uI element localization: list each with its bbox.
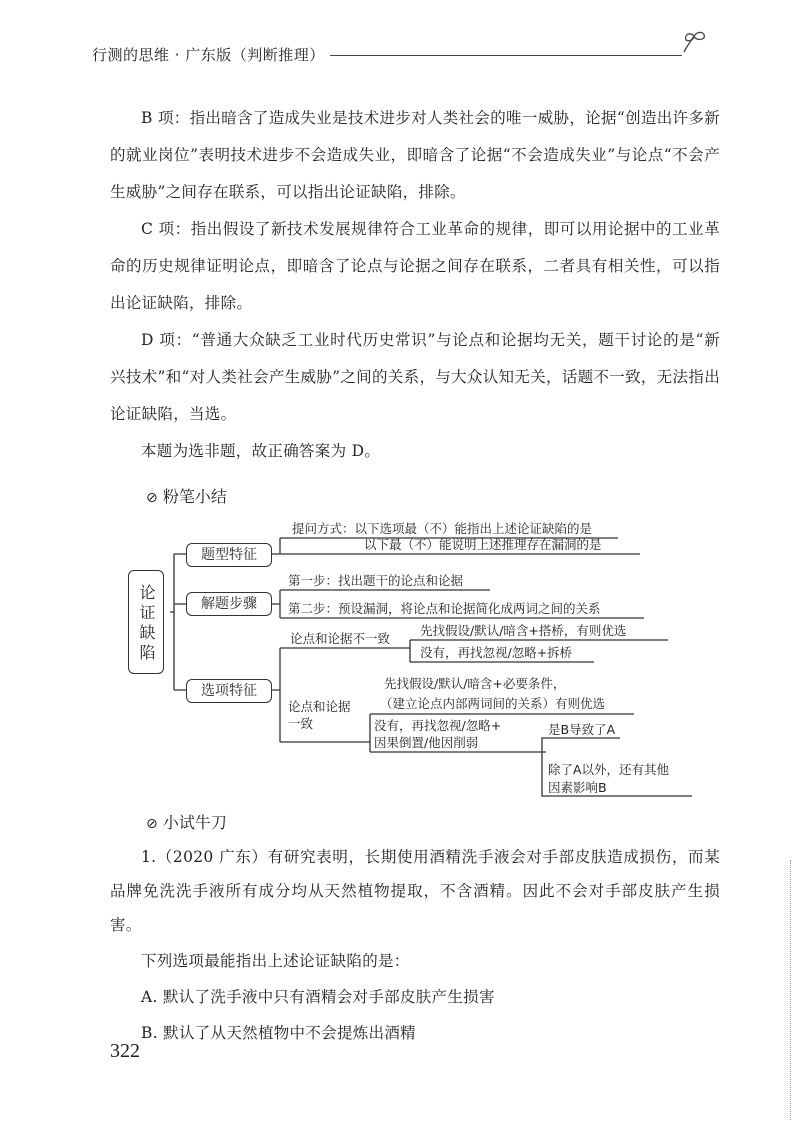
inconsistent-label: 论点和论据不一致 xyxy=(290,631,391,646)
header-rule xyxy=(330,55,682,56)
question-style-line2: 以下最（不）能说明上述推理存在漏洞的是 xyxy=(364,537,602,552)
option-b: B. 默认了从天然植物中不会提炼出酒精 xyxy=(141,1024,416,1042)
reverse-causality: 是B导致了A xyxy=(548,722,616,737)
option-b-analysis: B 项：指出暗含了造成失业是技术进步对人类社会的唯一威胁，论据“创造出许多新的就业岗位”表明技术进步不会造成失业，即暗含了论据“不会造成失业”与论点“不会产生威胁”之间存在联系，可以指出论证缺陷，排除。 xyxy=(110,109,720,201)
step-one: 第一步：找出题干的论点和论据 xyxy=(288,573,464,588)
summary-heading xyxy=(146,484,227,507)
inconsistent-option-a: 先找假设/默认/暗含+搭桥，有则优选 xyxy=(420,623,627,638)
other-cause-line1: 除了A以外，还有其他 xyxy=(548,762,670,777)
consistent-option-a1: 先找假设/默认/暗含+必要条件， xyxy=(384,676,566,691)
page-number: 322 xyxy=(110,1040,140,1062)
inconsistent-option-b: 没有，再找忽视/忽略+拆桥 xyxy=(420,645,573,660)
pencil-icon: ⊘ xyxy=(146,816,158,832)
question-style-line1: 提问方式：以下选项最（不）能指出上述论证缺陷的是 xyxy=(292,521,593,536)
practice-heading xyxy=(146,810,227,833)
branch-question-type: 题型特征 xyxy=(186,543,272,567)
option-c-analysis: C 项：指出假设了新技术发展规律符合工业革命的规律，即可以用论据中的工业革命的历史规律证明论点，即暗含了论点与论据之间存在联系，二者具有相关性，可以指出论证缺陷，排除。 xyxy=(110,220,720,312)
question-1-prompt: 下列选项最能指出上述论证缺陷的是： xyxy=(141,952,410,970)
running-header: 行测的思维 · 广东版（判断推理） xyxy=(92,46,325,64)
answer-statement: 本题为选非题，故正确答案为 D。 xyxy=(141,442,381,460)
option-a: A. 默认了洗手液中只有酒精会对手部皮肤产生损害 xyxy=(141,988,495,1006)
consistent-label-2: 一致 xyxy=(288,716,314,731)
analysis-section xyxy=(110,100,720,470)
option-d-analysis: D 项：“普通大众缺乏工业时代历史常识”与论点和论据均无关，题干讨论的是“新兴技术”和“对人类社会产生威胁”之间的关系，与大众认知无关，话题不一致，无法指出论证缺陷，当选。 xyxy=(110,331,720,423)
pencil-icon: ⊘ xyxy=(146,490,158,506)
other-cause-line2: 因素影响B xyxy=(548,780,607,795)
consistent-option-b1: 没有，再找忽视/忽略+ xyxy=(374,718,502,733)
branch-option-features: 选项特征 xyxy=(186,679,272,703)
scan-edge xyxy=(790,860,791,1120)
question-1-stem: 1.（2020 广东）有研究表明，长期使用酒精洗手液会对手部皮肤造成损伤，而某品牌免洗洗手液所有成分均从天然植物提取，不含酒精。因此不会对手部皮肤产生损害。 xyxy=(110,848,720,934)
practice-section xyxy=(110,840,720,1050)
root-node: 论证缺陷 xyxy=(128,570,164,674)
consistent-option-a2: （建立论点内部两词间的关系）有则优选 xyxy=(380,696,606,711)
branch-solving-steps: 解题步骤 xyxy=(186,592,272,616)
consistent-option-b2: 因果倒置/他因削弱 xyxy=(374,735,479,750)
practice-title: 小试牛刀 xyxy=(162,813,227,832)
consistent-label-1: 论点和论据 xyxy=(288,699,351,714)
summary-title: 粉笔小结 xyxy=(162,487,227,506)
sprout-icon xyxy=(680,30,710,54)
step-two: 第二步：预设漏洞，将论点和论据简化成两词之间的关系 xyxy=(288,601,601,616)
